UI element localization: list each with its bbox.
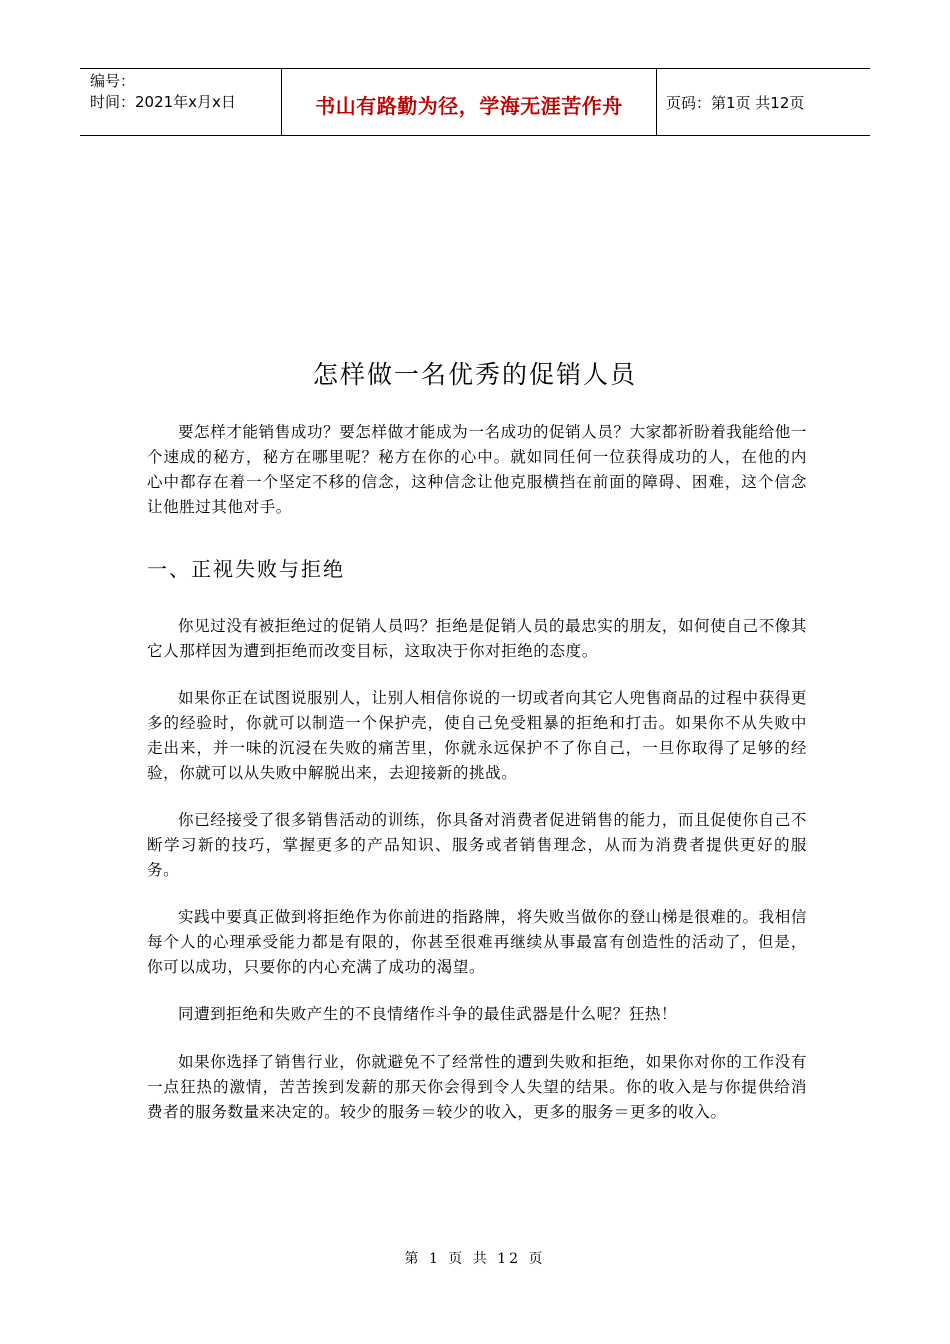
paragraph-3: 你已经接受了很多销售活动的训练，你具备对消费者促进销售的能力，而且促使你自己不断学习新的技巧，掌握更多的产品知识、服务或者销售理念，从而为消费者提供更好的服务。 [147,811,807,879]
header-page-info: 页码：第1页 共12页 [666,94,805,112]
paragraph-6: 如果你选择了销售行业，你就避免不了经常性的遭到失败和拒绝，如果你对你的工作没有一点狂热的激情，苦苦挨到发薪的那天你会得到令人失望的结果。你的收入是与你提供给消费者的服务数量来决定的。较少的服务＝较少的收入，更多的服务＝更多的收入。 [147,1053,807,1121]
page-footer: 第 1 页 共 12 页 [404,1251,546,1267]
document-title: 怎样做一名优秀的促销人员 [312,360,637,389]
section-heading: 一、正视失败与拒绝 [147,557,345,581]
document-number-label: 编号： [90,72,136,90]
paragraph-1: 你见过没有被拒绝过的促销人员吗？拒绝是促销人员的最忠实的朋友，如何使自己不像其它人那样因为遭到拒绝而改变目标，这取决于你对拒绝的态度。 [147,617,807,660]
header-divider-right [656,68,657,136]
paragraph-5: 同遭到拒绝和失败产生的不良情绪作斗争的最佳武器是什么呢？狂热！ [178,1005,678,1023]
intro-paragraph: 要怎样才能销售成功？要怎样做才能成为一名成功的促销人员？大家都祈盼着我能给他一个速成的秘方，秘方在哪里呢？秘方在你的心中。就如同任何一位获得成功的人，在他的内心中都存在着一个坚定不移的信念，这种信念让他克服横挡在前面的障碍、困难，这个信念让他胜过其他对手。 [147,423,807,516]
paragraph-2: 如果你正在试图说服别人，让别人相信你说的一切或者向其它人兜售商品的过程中获得更多的经验时，你就可以制造一个保护壳，使自己免受粗暴的拒绝和打击。如果你不从失败中走出来，并一味的沉浸在失败的痛苦里，你就永远保护不了你自己，一旦你取得了足够的经验，你就可以从失败中解脱出来，去迎接新的挑战。 [147,689,807,782]
header-top-rule [80,68,870,69]
header-bottom-rule [80,135,870,136]
document-date: 时间：2021年x月x日 [90,93,236,111]
header-meta [90,71,236,113]
header-motto: 书山有路勤为径，学海无涯苦作舟 [315,94,623,118]
paragraph-4: 实践中要真正做到将拒绝作为你前进的指路牌，将失败当做你的登山梯是很难的。我相信每个人的心理承受能力都是有限的，你甚至很难再继续从事最富有创造性的活动了，但是，你可以成功，只要你的内心充满了成功的渴望。 [147,908,807,976]
